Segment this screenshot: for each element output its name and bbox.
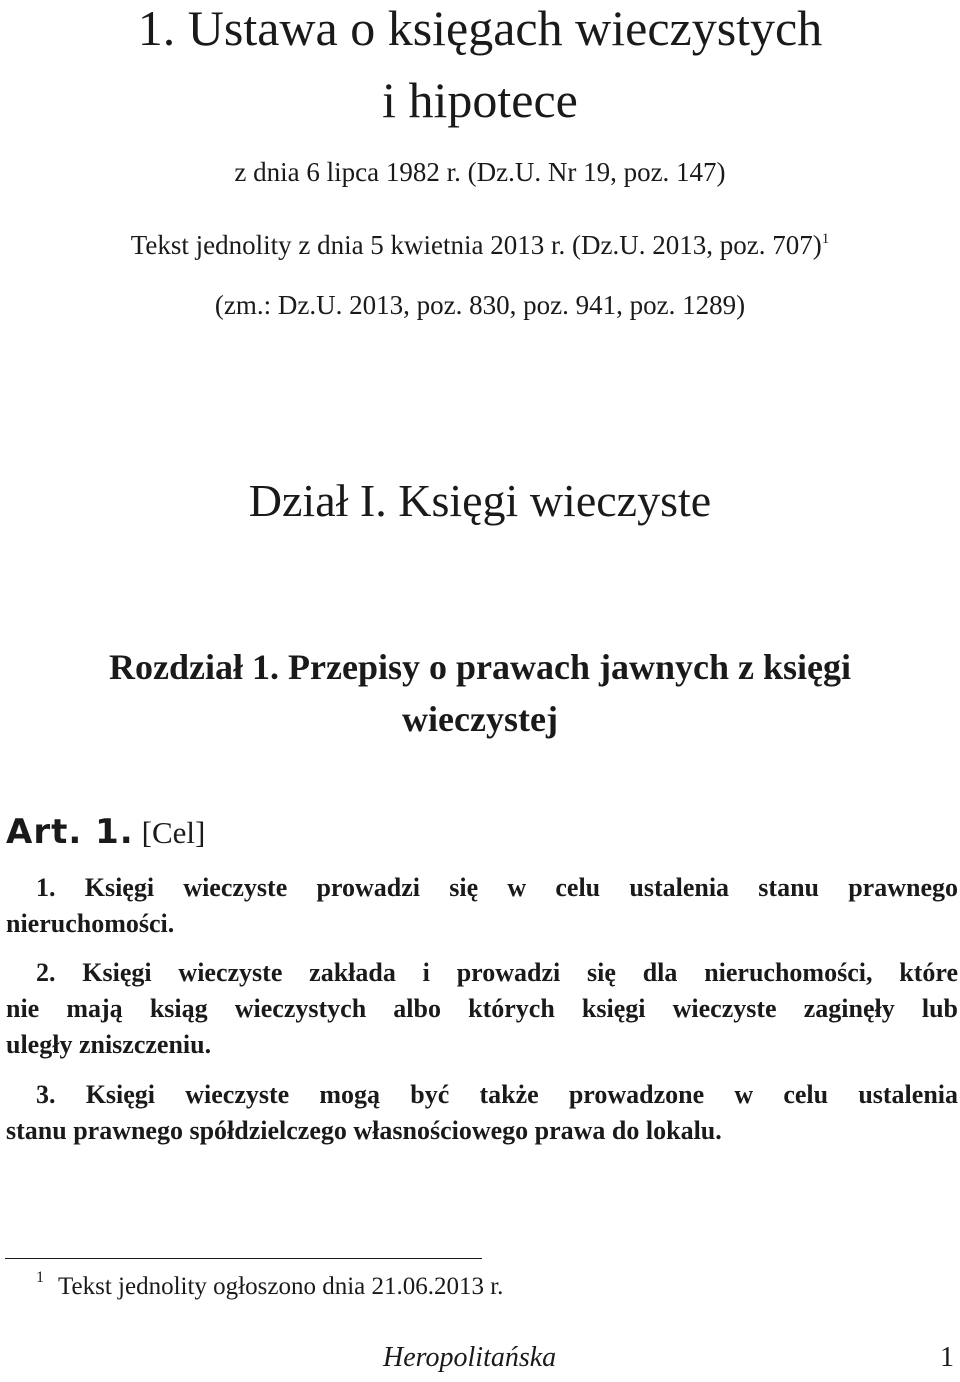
chapter-heading-line-2: wieczystej	[402, 699, 558, 739]
footnote-separator	[5, 1258, 482, 1259]
footnote-reference[interactable]: 1	[821, 231, 830, 247]
footnote	[36, 1269, 504, 1301]
title-line-1: 1. Ustawa o księgach wieczystych	[137, 0, 823, 56]
document-title	[0, 0, 960, 136]
paragraph-2-line-1: 2. Księgi wieczyste zakłada i prowadzi się dla nieruchomości, które	[36, 958, 958, 987]
article-tag: [Cel]	[141, 815, 206, 850]
article-paragraph-1	[6, 870, 958, 942]
footer-author: Heropolitańska	[383, 1342, 557, 1373]
page-number: 1	[940, 1342, 954, 1373]
article-number: Art. 1.	[6, 812, 134, 852]
consolidated-text-line	[0, 230, 960, 261]
date-line: z dnia 6 lipca 1982 r. (Dz.U. Nr 19, poz. 147)	[234, 157, 726, 187]
chapter-heading-line-1: Rozdział 1. Przepisy o prawach jawnych z księgi	[109, 647, 851, 687]
title-line-2: i hipotece	[382, 72, 578, 128]
paragraph-3-line-2: stanu prawnego spółdzielczego własnościowego prawa do lokalu.	[6, 1116, 722, 1145]
consolidated-text: Tekst jednolity z dnia 5 kwietnia 2013 r. (Dz.U. 2013, poz. 707)	[130, 230, 822, 260]
chapter-heading	[0, 641, 960, 745]
paragraph-2-line-3: uległy zniszczeniu.	[6, 1030, 212, 1059]
division-heading: Dział I. Księgi wieczyste	[248, 475, 712, 526]
footnote-marker: 1	[36, 1269, 44, 1286]
article-paragraph-2	[6, 955, 958, 1063]
footnote-text: Tekst jednolity ogłoszono dnia 21.06.2013 r.	[58, 1273, 504, 1300]
article-paragraph-3	[6, 1077, 958, 1149]
article-heading	[6, 812, 205, 852]
amendments-line: (zm.: Dz.U. 2013, poz. 830, poz. 941, poz. 1289)	[214, 290, 746, 320]
paragraph-1-line-1: 1. Księgi wieczyste prowadzi się w celu ustalenia stanu prawnego	[36, 873, 958, 902]
paragraph-2-line-2: nie mają ksiąg wieczystych albo których księgi wieczyste zaginęły lub	[6, 994, 958, 1023]
paragraph-3-line-1: 3. Księgi wieczyste mogą być także prowadzone w celu ustalenia	[36, 1080, 958, 1109]
paragraph-1-line-2: nieruchomości.	[6, 909, 175, 938]
